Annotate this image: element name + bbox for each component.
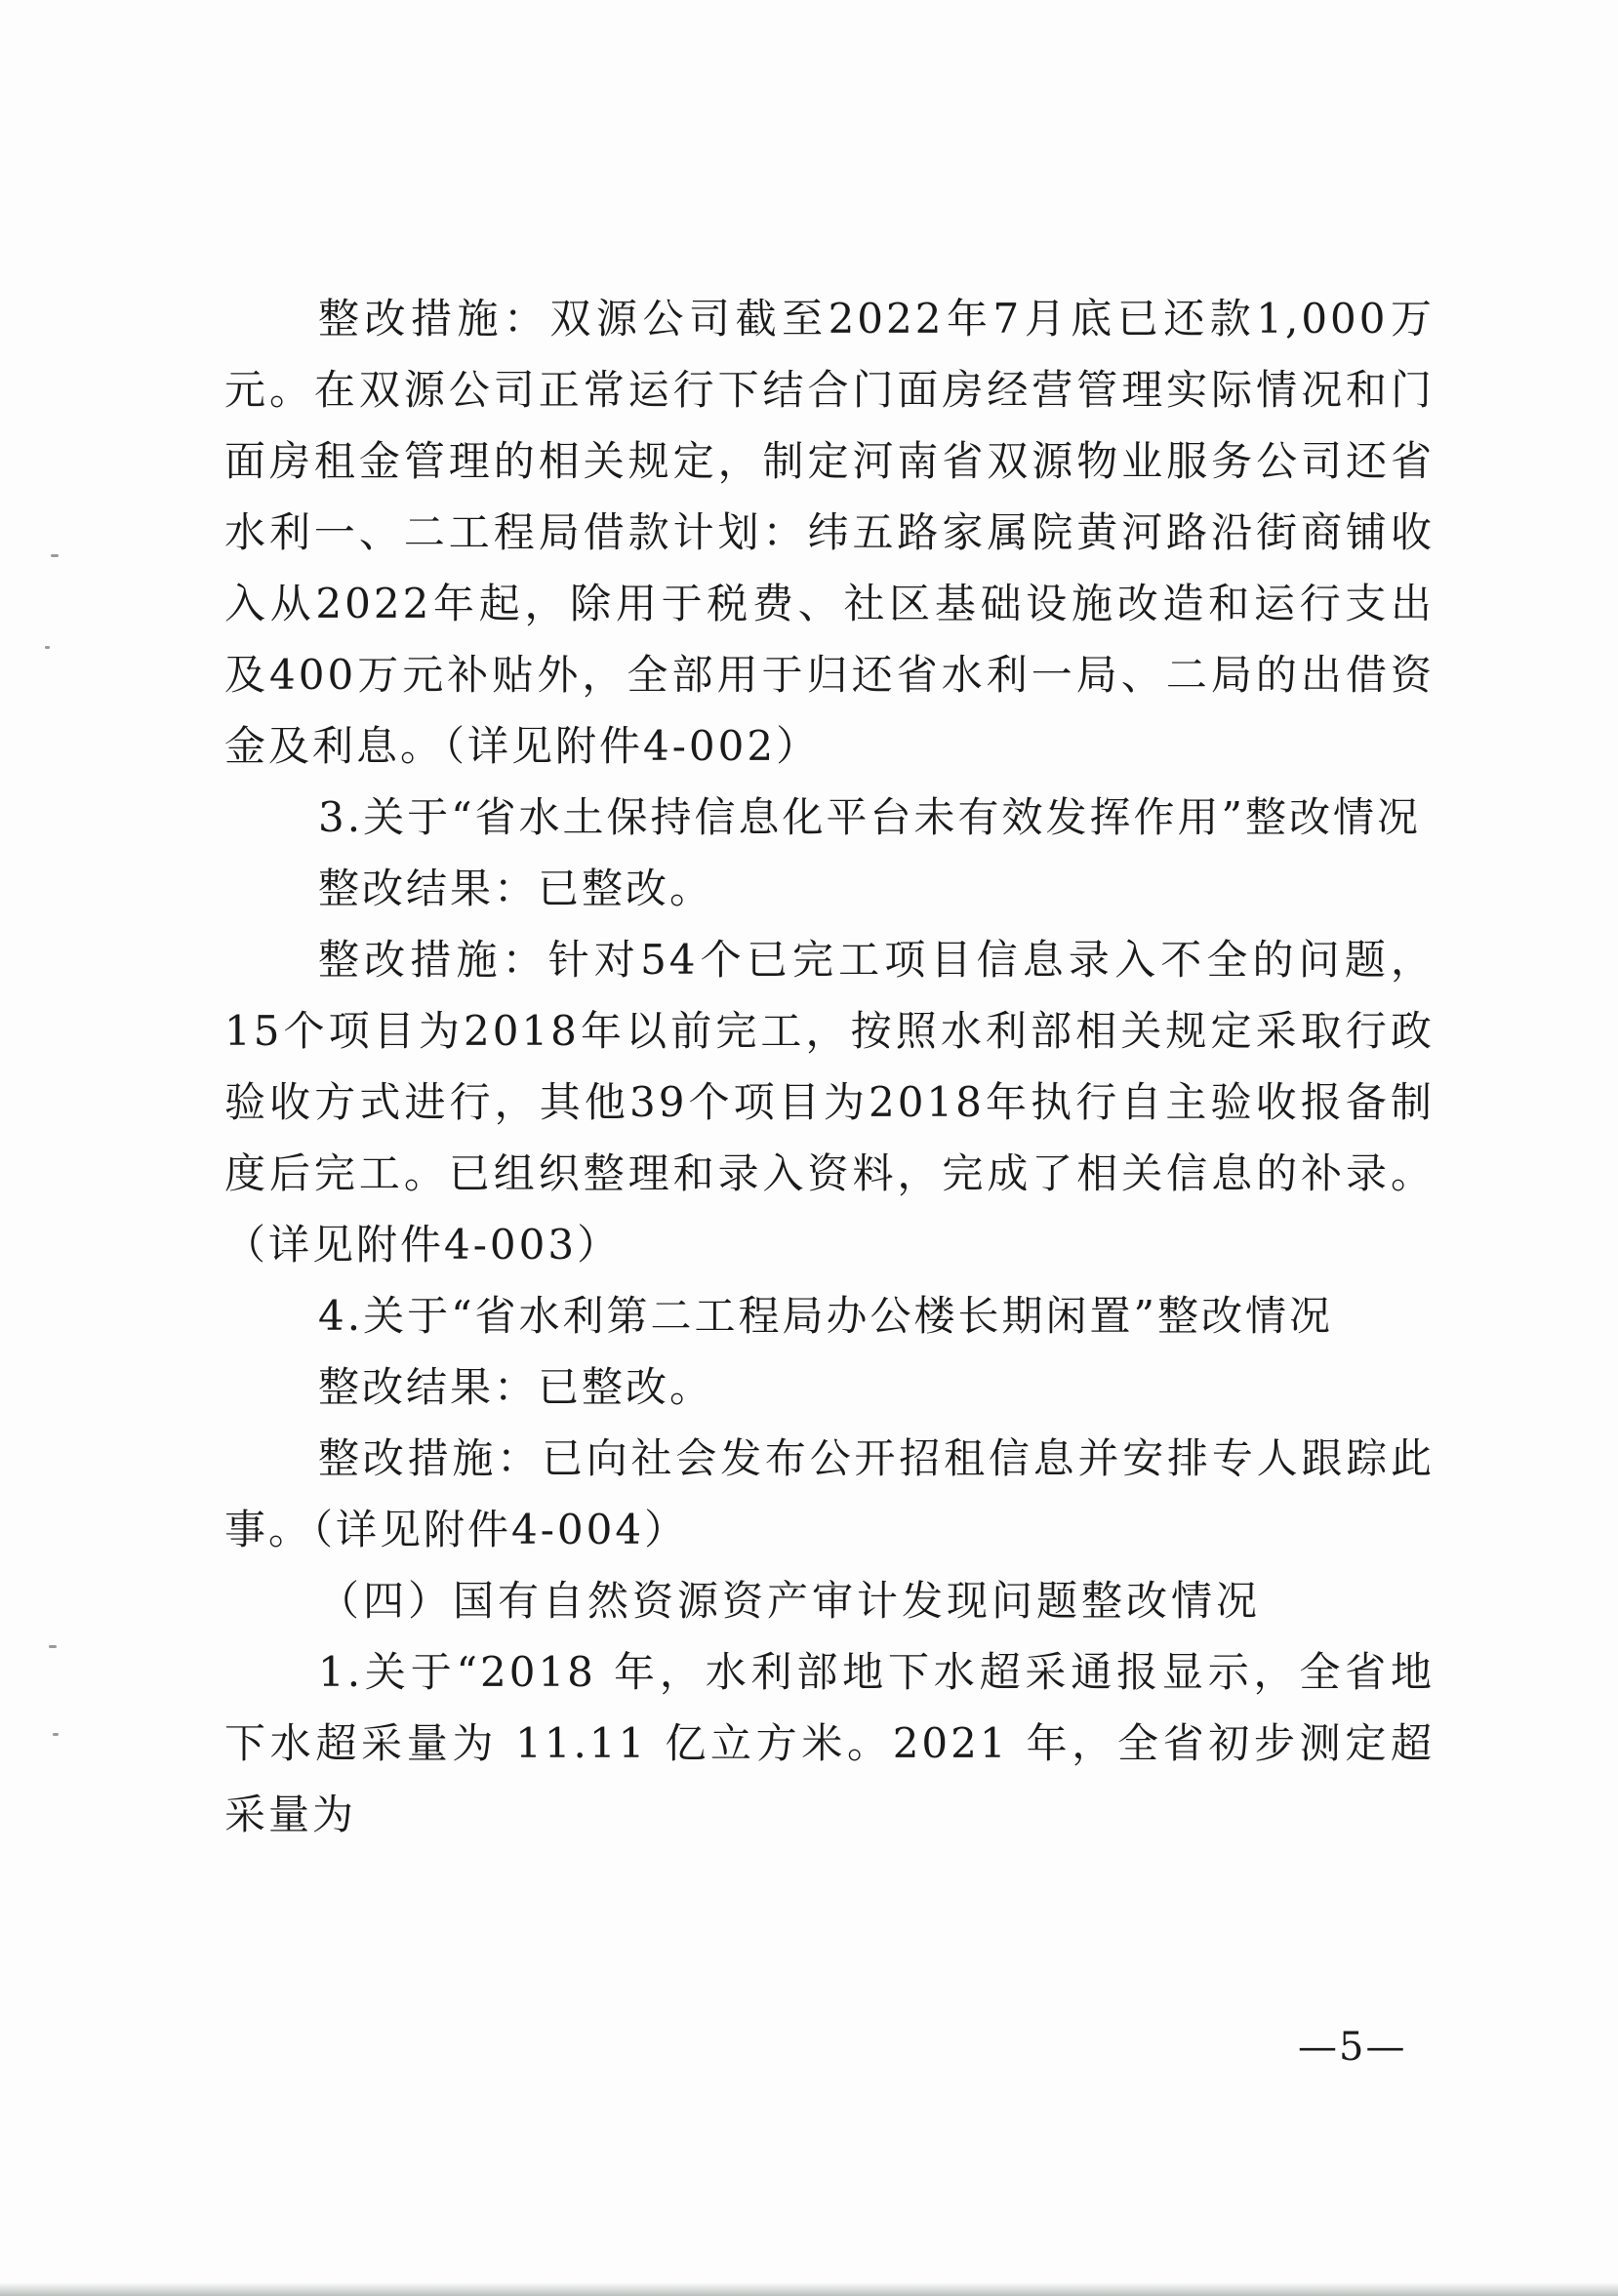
body-text xyxy=(224,283,1435,1850)
paragraph-item-3-title: 3.关于“省水土保持信息化平台未有效发挥作用”整改情况 xyxy=(318,793,1422,841)
scan-speck xyxy=(45,646,50,649)
scan-speck xyxy=(53,1733,59,1736)
paragraph-item-3-measures: 整改措施：针对54个已完工项目信息录入不全的问题，15个项目为2018年以前完工，按照水利部相关规定采取行政验收方式进行，其他39个项目为2018年执行自主验收报备制度后完工。已组织整理和录入资料，完成了相关信息的补录。（详见附件4-003） xyxy=(224,936,1435,1269)
paragraph-section-4-item-1: 1.关于“2018 年，水利部地下水超采通报显示，全省地下水超采量为 11.11 亿立方米。2021 年，全省初步测定超采量为 xyxy=(224,1648,1435,1838)
scan-speck xyxy=(51,554,59,557)
page-number: —5— xyxy=(1298,2025,1407,2070)
paragraph-measures-shuangyuan: 整改措施：双源公司截至2022年7月底已还款1,000万元。在双源公司正常运行下结合门面房经营管理实际情况和门面房租金管理的相关规定，制定河南省双源物业服务公司还省水利一、二工程局借款计划：纬五路家属院黄河路沿街商铺收入从2022年起，除用于税费、社区基础设施改造和运行支出及400万元补贴外，全部用于归还省水利一局、二局的出借资金及利息。（详见附件4-002） xyxy=(224,295,1435,770)
scan-bottom-edge xyxy=(0,2282,1618,2296)
paragraph-item-4-result: 整改结果：已整改。 xyxy=(318,1363,714,1411)
paragraph-item-3-result: 整改结果：已整改。 xyxy=(318,865,714,912)
scan-speck xyxy=(49,1645,57,1648)
paragraph-item-4-title: 4.关于“省水利第二工程局办公楼长期闲置”整改情况 xyxy=(318,1292,1334,1340)
section-heading-4: （四）国有自然资源资产审计发现问题整改情况 xyxy=(318,1577,1262,1625)
paragraph-item-4-measures: 整改措施：已向社会发布公开招租信息并安排专人跟踪此事。（详见附件4-004） xyxy=(224,1434,1435,1553)
